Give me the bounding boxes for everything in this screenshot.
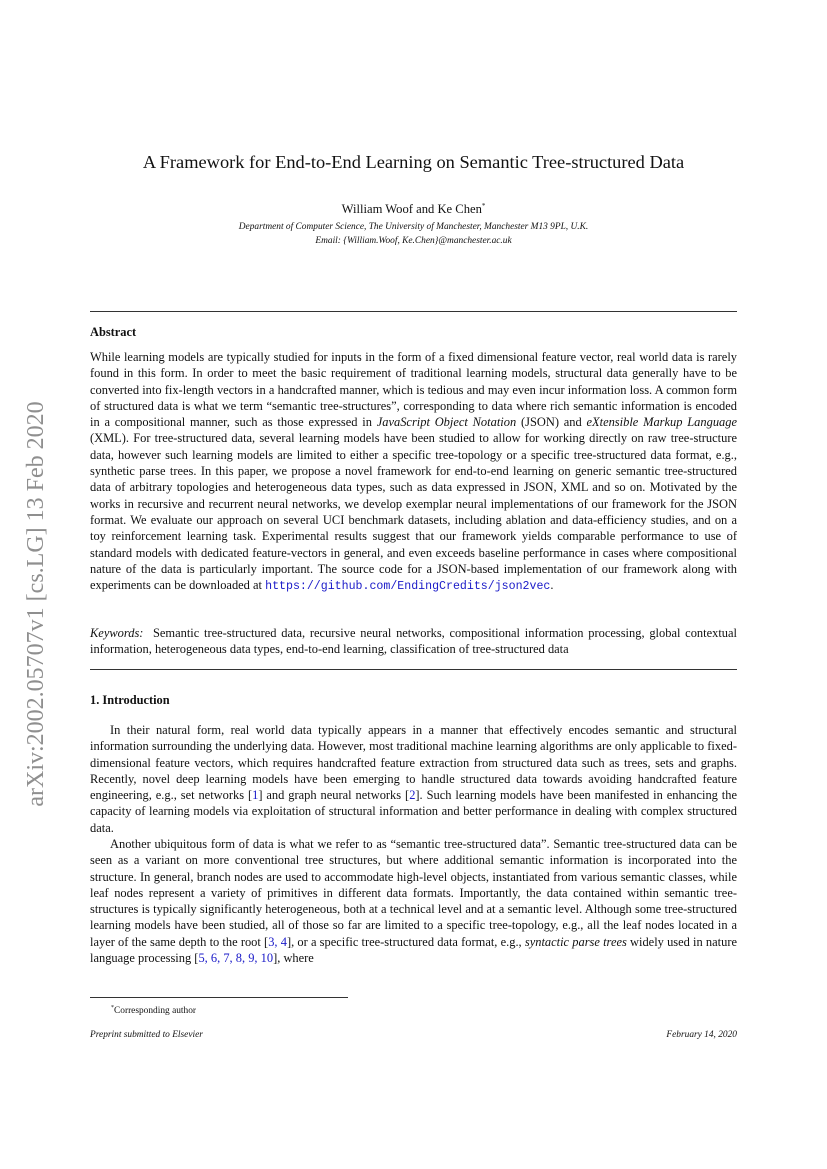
email-line: Email: {William.Woof, Ke.Chen}@manchester.ac.uk	[315, 236, 512, 246]
keywords-label: Keywords:	[90, 626, 144, 640]
intro-text: ], or a specific tree-structured data format, e.g.,	[286, 934, 525, 949]
arxiv-stamp-text: arXiv:2002.05707v1 [cs.LG] 13 Feb 2020	[23, 401, 49, 807]
intro-text: Another ubiquitous form of data is what we refer to as “semantic tree-structured data”. Semantic tree-structured data can be seen as a variant on more conventional tree structures, but where additional semantic information is incorporated into the structure. In general, branch nodes are used to accommodate high-level objects, instantiated from various semantic classes, while leaf nodes represent a variety of primitives in different data formats. Importantly, the data contained within semantic tree-structures is typically significantly heterogeneous, both at a technical level and at a semantic level. Although some tree-structured learning models have been studied, all of those so far are limited to a specific tree-topology, e.g., all the leaf nodes located in a layer of the same depth to the root [	[90, 837, 737, 949]
intro-emphasis: syntactic parse trees	[524, 934, 627, 949]
intro-text: ], where	[273, 951, 314, 966]
authors	[90, 197, 737, 218]
author-footnote-mark: *	[481, 202, 486, 210]
citation-link[interactable]: 3, 4	[268, 934, 287, 949]
footnote-mark: *	[111, 1005, 114, 1011]
citation-link[interactable]: 1	[252, 788, 259, 803]
paper-title: A Framework for End-to-End Learning on Semantic Tree-structured Data	[142, 152, 685, 172]
footnote-text: Corresponding author	[114, 1006, 197, 1017]
abstract-emphasis: eXtensible Markup Language	[586, 415, 737, 430]
footer-date: February 14, 2020	[666, 1030, 737, 1040]
source-code-link[interactable]: https://github.com/EndingCredits/json2vec	[265, 580, 551, 594]
abstract-text	[90, 349, 737, 595]
abstract-top-rule	[90, 311, 737, 312]
citation-link[interactable]: 2	[409, 788, 416, 803]
intro-paragraph-1	[90, 722, 737, 836]
keywords	[90, 625, 737, 658]
abstract-heading: Abstract	[90, 325, 137, 339]
author-names: William Woof and Ke Chen	[341, 202, 482, 217]
intro-text: ] and graph neural networks [	[258, 788, 410, 803]
affiliation-line: Department of Computer Science, The University of Manchester, Manchester M13 9PL, U.K.	[238, 222, 589, 232]
intro-text: ]. Such learning models have been manifested in enhancing the capacity of learning models via exploitation of structural information and better performance in dealing with complex structured data.	[90, 788, 737, 835]
intro-text: In their natural form, real world data typically appears in a manner that effectively encodes semantic and structural information surrounding the underlying data. However, most traditional machine learning algorithms are only applicable to fixed-dimensional feature vectors, which requires handcrafted feature extraction from structured data such as trees, sets and graphs. Recently, novel deep learning models have been emerging to handle structured data towards avoiding handcrafted feature engineering, e.g., set networks [	[90, 723, 737, 803]
intro-text: widely used in nature language processing [	[90, 934, 738, 966]
footer-preprint: Preprint submitted to Elsevier	[90, 1030, 203, 1040]
footnote	[111, 1002, 196, 1017]
introduction-heading: 1. Introduction	[90, 693, 170, 707]
keywords-text: Semantic tree-structured data, recursive neural networks, compositional information processing, global contextual information, heterogeneous data types, end-to-end learning, classification of tree-structured data	[90, 626, 737, 657]
abstract-part: While learning models are typically studied for inputs in the form of a fixed dimensional feature vector, real world data is rarely found in this form. In order to meet the basic requirement of traditional learning models, structural data generally have to be converted into fix-length vectors in a handcrafted manner, which is tedious and may even incur information loss. A common form of structured data is what we term “semantic tree-structures”, corresponding to data where rich semantic information is encoded in a compositional manner, such as those expressed in	[90, 350, 737, 430]
abstract-part: (XML). For tree-structured data, several learning models have been studied to allow for working directly on raw tree-structure data, however such learning models are limited to either a specific tree-topology or a specific tree-structured data format, e.g., synthetic parse trees. In this paper, we propose a novel framework for end-to-end learning on generic semantic tree-structured data of arbitrary topologies and heterogeneous data types, such as data expressed in JSON, XML and so on. Motivated by the works in recursive and recurrent neural networks, we develop exemplar neural implementations of our framework for the JSON format. We evaluate our approach on several UCI benchmark datasets, including ablation and data-efficiency studies, and on a toy reinforcement learning task. Experimental results suggest that our framework yields comparable performance to use of standard models with dedicated feature-vectors in general, and even exceeds baseline performance in cases where compositional nature of the data is particularly important. The source code for a JSON-based implementation of our framework along with experiments can be downloaded at	[90, 431, 737, 593]
citation-link[interactable]: 5, 6, 7, 8, 9, 10	[198, 951, 274, 966]
arxiv-stamp	[16, 358, 56, 850]
affiliation	[90, 220, 737, 248]
abstract-part: (JSON) and	[516, 415, 587, 430]
abstract-part: .	[550, 578, 554, 593]
intro-paragraph-2	[90, 836, 737, 966]
abstract-emphasis: JavaScript Object Notation	[376, 415, 517, 430]
footnote-rule	[90, 997, 348, 998]
abstract-bottom-rule	[90, 669, 737, 670]
